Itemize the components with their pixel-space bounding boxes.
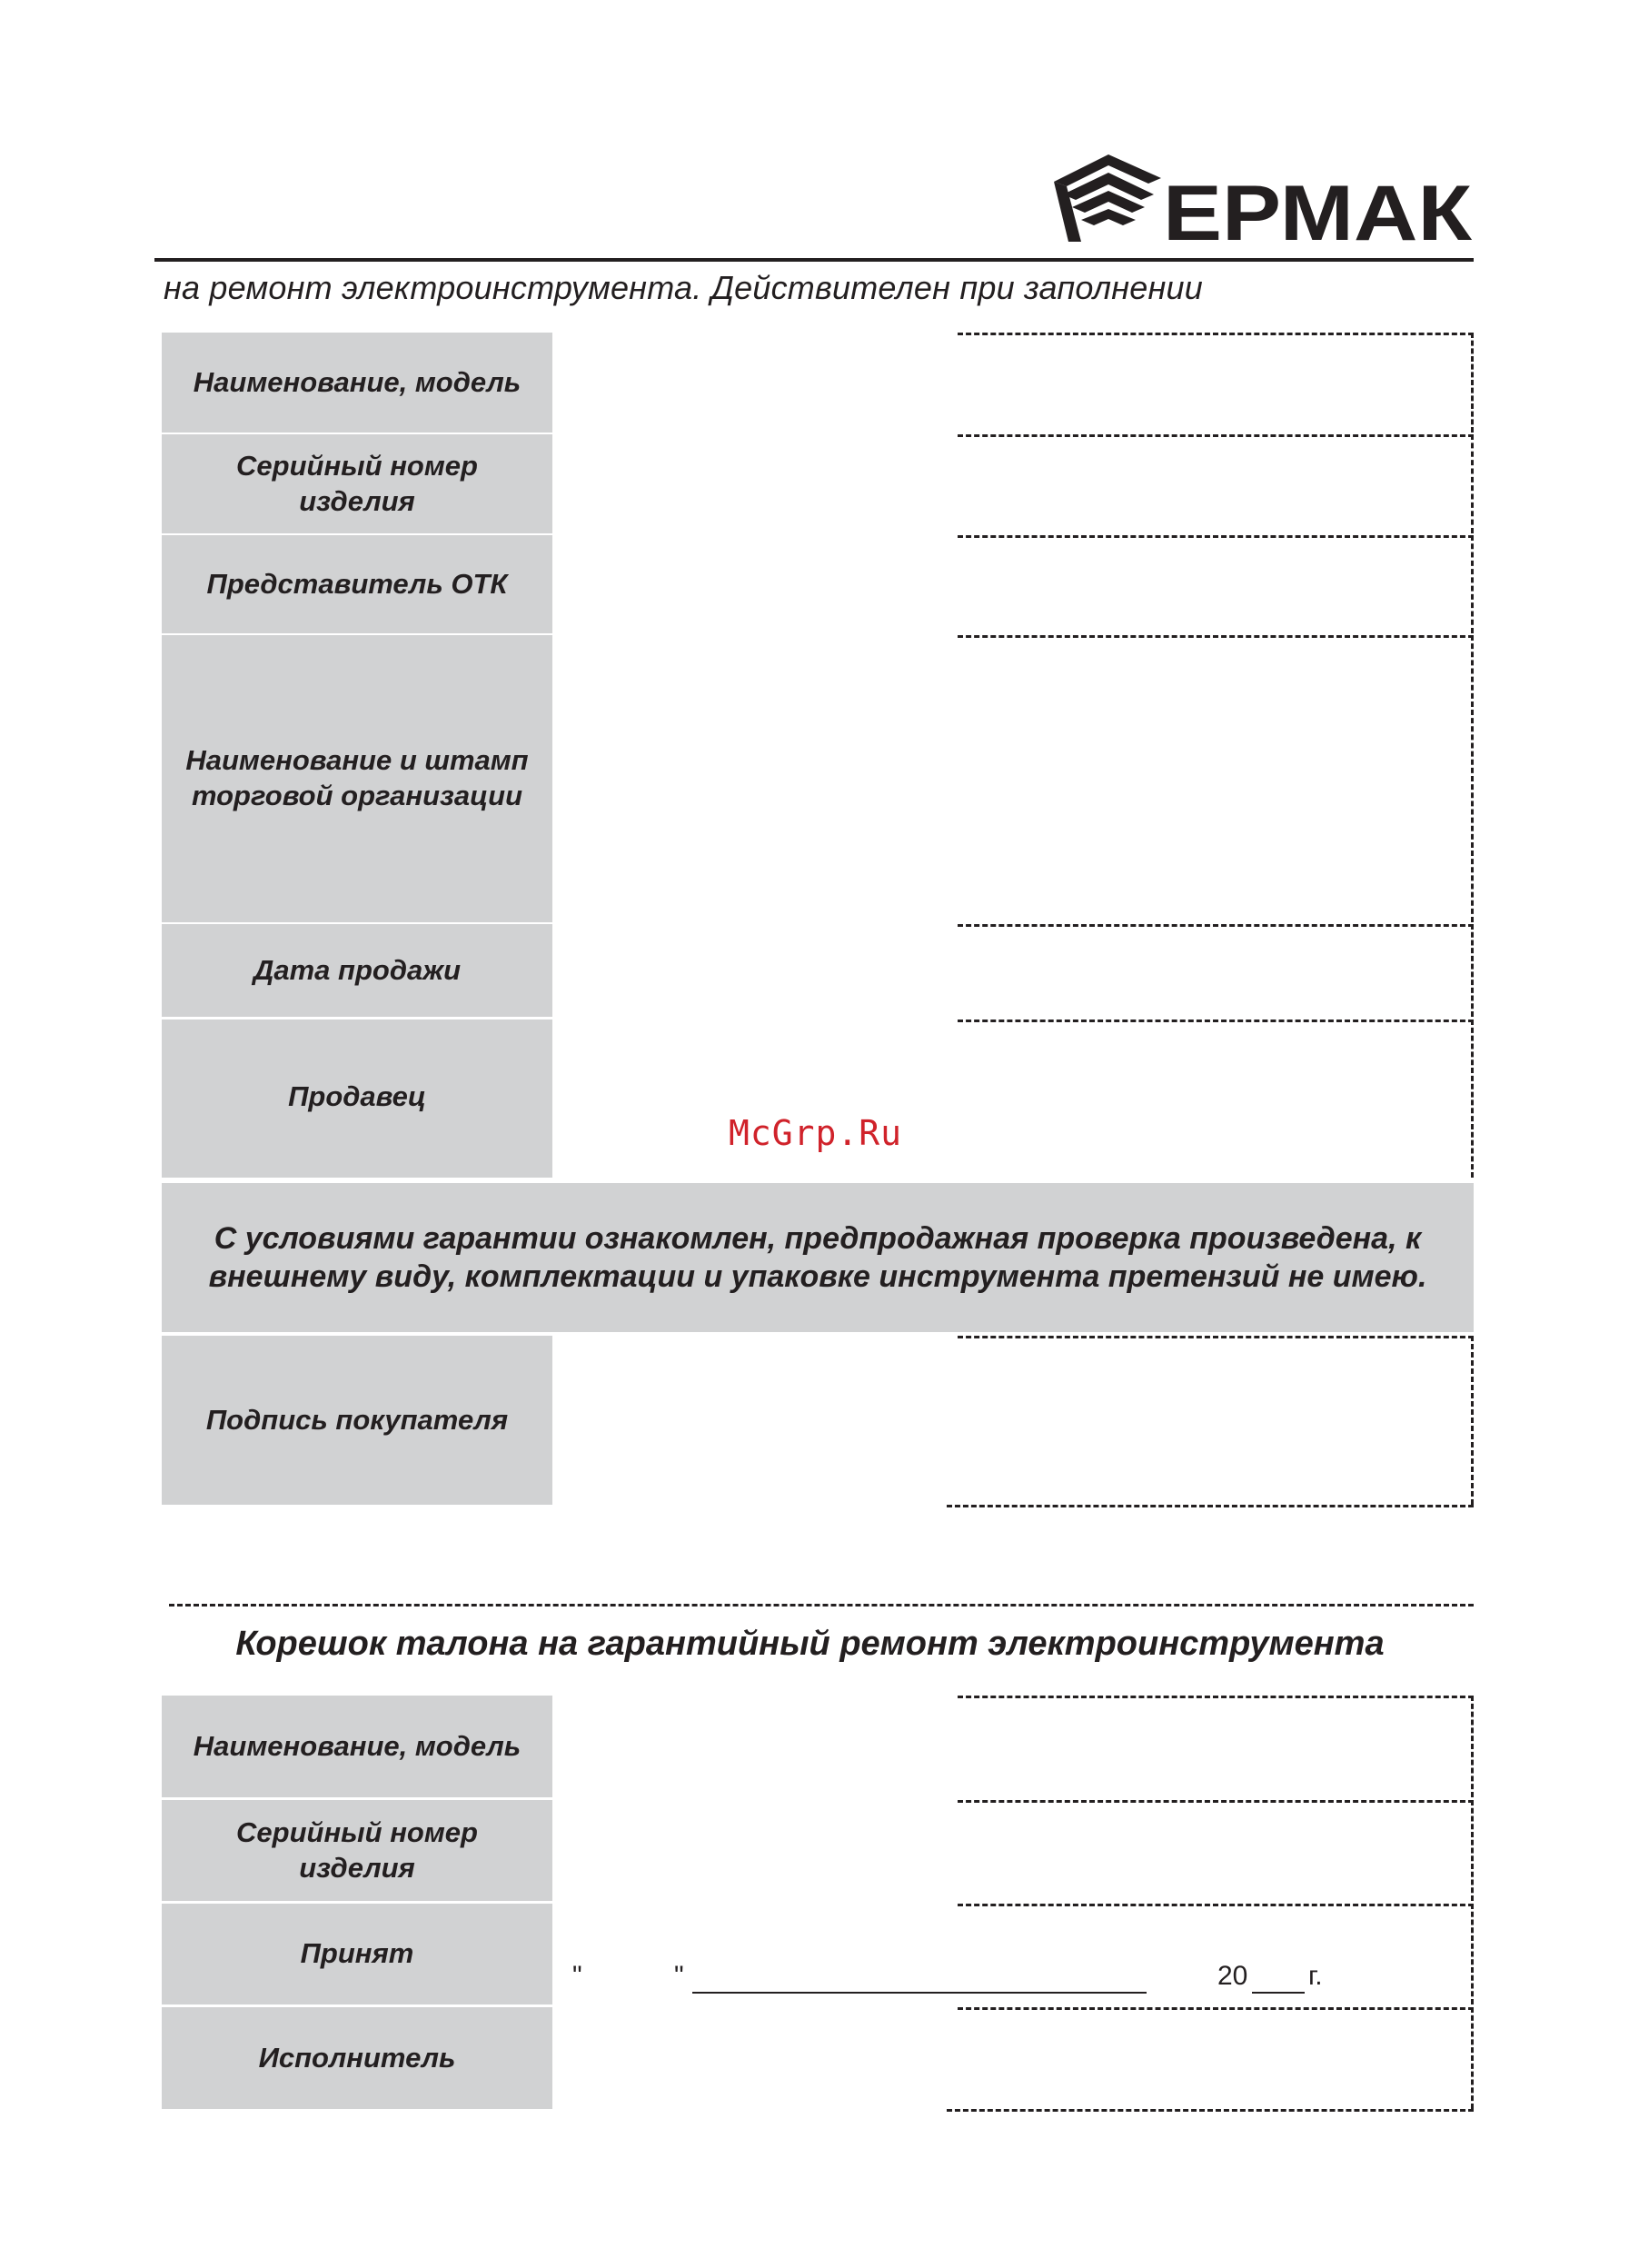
coupon-label-qc: Представитель ОТК [162, 535, 552, 633]
date-month-blank[interactable] [692, 1992, 1147, 1994]
stub-row-model [162, 1696, 1474, 1797]
coupon-field-store[interactable] [554, 635, 1474, 922]
stub-label-executor: Исполнитель [162, 2007, 552, 2109]
brand-logo [1054, 154, 1474, 245]
coupon-row-store [162, 635, 1474, 922]
stub-label-accepted: Принят [162, 1904, 552, 2004]
coupon-field-seller[interactable] [554, 1020, 1474, 1178]
stub-label-serial: Серийный номер изделия [162, 1800, 552, 1901]
date-year-suffix: г. [1308, 1961, 1323, 1991]
coupon-row-qc [162, 535, 1474, 633]
header-rule [154, 258, 1474, 262]
brand-name: ЕРМАК [1163, 170, 1473, 245]
coupon-row-sale-date [162, 924, 1474, 1017]
page-subtitle: на ремонт электроинструмента. Действителен при заполнении [164, 269, 1203, 306]
notice-line-1: С условиями гарантии ознакомлен, предпродажная проверка произведена, к [214, 1220, 1422, 1256]
stub-field-executor[interactable] [554, 2007, 1474, 2109]
coupon-label-seller: Продавец [162, 1020, 552, 1178]
date-quote-open: " [572, 1961, 582, 1991]
stub-field-serial[interactable] [554, 1800, 1474, 1901]
date-quote-close: " [674, 1961, 684, 1991]
coupon-row-serial [162, 434, 1474, 533]
stub-field-accepted[interactable] [554, 1904, 1474, 2004]
coupon-field-model[interactable] [554, 333, 1474, 433]
coupon-row-seller [162, 1020, 1474, 1178]
coupon-row-model [162, 333, 1474, 433]
coupon-field-qc[interactable] [554, 535, 1474, 633]
coupon-label-store: Наименование и штамп торговой организации [162, 635, 552, 922]
warranty-terms-notice [162, 1183, 1474, 1332]
stub-label-model: Наименование, модель [162, 1696, 552, 1797]
cut-line [169, 1604, 1474, 1606]
watermark: McGrp.Ru [729, 1113, 903, 1153]
stub-row-serial [162, 1800, 1474, 1901]
date-year-blank[interactable] [1252, 1992, 1305, 1994]
stub-row-executor [162, 2007, 1474, 2109]
stub-field-model[interactable] [554, 1696, 1474, 1797]
coupon-field-sale-date[interactable] [554, 924, 1474, 1017]
stub-row-accepted [162, 1904, 1474, 2004]
coupon-row-signature [162, 1336, 1474, 1505]
coupon-field-signature[interactable] [554, 1336, 1474, 1505]
stub-title: Корешок талона на гарантийный ремонт электроинструмента [235, 1625, 1385, 1663]
coupon-label-model: Наименование, модель [162, 333, 552, 433]
notice-line-2: внешнему виду, комплектации и упаковке инструмента претензий не имею. [208, 1259, 1427, 1294]
coupon-label-sale-date: Дата продажи [162, 924, 552, 1017]
coupon-field-serial[interactable] [554, 434, 1474, 533]
date-year-prefix: 20 [1217, 1961, 1248, 1991]
coupon-label-signature: Подпись покупателя [162, 1336, 552, 1505]
coupon-label-serial: Серийный номер изделия [162, 434, 552, 533]
